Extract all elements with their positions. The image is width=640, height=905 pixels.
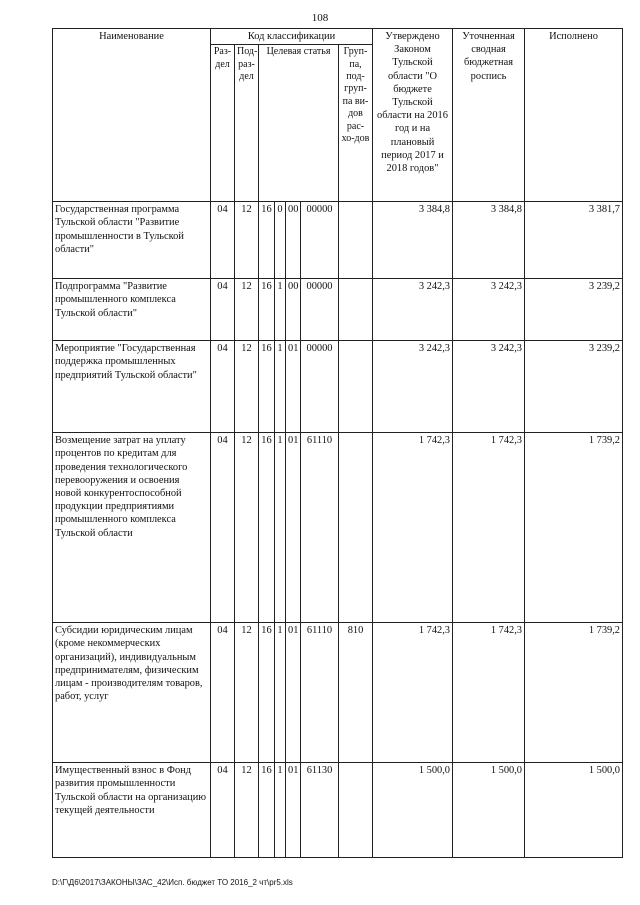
- row-name: Имущественный взнос в Фонд развития промышленности Тульской области на организацию текущей деятельности: [53, 763, 211, 858]
- table-row: [53, 202, 623, 279]
- header-podrazdel: Под-раз-дел: [235, 45, 259, 202]
- row-podrazdel: 12: [235, 433, 259, 623]
- row-executed: 1 739,2: [525, 623, 623, 763]
- row-expense-group: [339, 433, 373, 623]
- row-refined: 3 242,3: [453, 279, 525, 341]
- row-podrazdel: 12: [235, 623, 259, 763]
- header-code: Код классификации: [211, 29, 373, 45]
- row-podrazdel: 12: [235, 279, 259, 341]
- row-approved: 3 242,3: [373, 279, 453, 341]
- row-executed: 1 739,2: [525, 433, 623, 623]
- row-approved: 1 500,0: [373, 763, 453, 858]
- row-target-event: 01: [286, 623, 301, 763]
- row-podrazdel: 12: [235, 763, 259, 858]
- row-executed: 3 381,7: [525, 202, 623, 279]
- row-target-event: 01: [286, 433, 301, 623]
- row-target-direction: 00000: [301, 341, 339, 433]
- row-podrazdel: 12: [235, 341, 259, 433]
- table-row: [53, 763, 623, 858]
- row-razdel: 04: [211, 623, 235, 763]
- row-expense-group: [339, 279, 373, 341]
- row-target-direction: 61130: [301, 763, 339, 858]
- page-number: 108: [311, 12, 329, 24]
- row-approved: 1 742,3: [373, 623, 453, 763]
- row-target-event: 01: [286, 341, 301, 433]
- row-refined: 3 242,3: [453, 341, 525, 433]
- header-refined: Уточненная сводная бюджетная роспись: [453, 29, 525, 202]
- row-target-program: 16: [259, 341, 275, 433]
- row-razdel: 04: [211, 341, 235, 433]
- table-row: [53, 279, 623, 341]
- row-name: Подпрограмма "Развитие промышленного комплекса Тульской области": [53, 279, 211, 341]
- row-name: Мероприятие "Государственная поддержка промышленных предприятий Тульской области": [53, 341, 211, 433]
- table-row: [53, 623, 623, 763]
- row-name: Государственная программа Тульской области "Развитие промышленности в Тульской области": [53, 202, 211, 279]
- row-target-direction: 61110: [301, 623, 339, 763]
- table-row: [53, 433, 623, 623]
- row-target-direction: 00000: [301, 279, 339, 341]
- header-name: Наименование: [53, 29, 211, 202]
- row-expense-group: 810: [339, 623, 373, 763]
- header-razdel: Раз-дел: [211, 45, 235, 202]
- row-refined: 1 742,3: [453, 623, 525, 763]
- row-target-event: 00: [286, 202, 301, 279]
- row-approved: 3 242,3: [373, 341, 453, 433]
- row-target-program: 16: [259, 433, 275, 623]
- header-target: Целевая статья: [259, 45, 339, 202]
- row-name: Субсидии юридическим лицам (кроме некоммерческих организаций), индивидуальным предпринимателям, физическим лицам - производителям товаров, работ, услуг: [53, 623, 211, 763]
- row-target-program: 16: [259, 623, 275, 763]
- row-refined: 1 500,0: [453, 763, 525, 858]
- row-target-subprogram: 1: [275, 279, 286, 341]
- row-razdel: 04: [211, 763, 235, 858]
- row-approved: 3 384,8: [373, 202, 453, 279]
- row-podrazdel: 12: [235, 202, 259, 279]
- row-target-direction: 00000: [301, 202, 339, 279]
- row-name: Возмещение затрат на уплату процентов по кредитам для проведения технологического перевооружения и освоения новой конкурентоспособной продукции предприятиями промышленного комплекса Тульской области: [53, 433, 211, 623]
- row-target-event: 00: [286, 279, 301, 341]
- row-expense-group: [339, 341, 373, 433]
- row-approved: 1 742,3: [373, 433, 453, 623]
- row-razdel: 04: [211, 433, 235, 623]
- row-target-program: 16: [259, 202, 275, 279]
- header-group: Груп-па, под-груп-па ви-дов рас-хо-дов: [339, 45, 373, 202]
- row-refined: 3 384,8: [453, 202, 525, 279]
- row-target-subprogram: 1: [275, 341, 286, 433]
- row-razdel: 04: [211, 202, 235, 279]
- row-target-program: 16: [259, 763, 275, 858]
- header-approved: Утверждено Законом Тульской области "О бюджете Тульской области на 2016 год и на плановый период 2017 и 2018 годов": [373, 29, 453, 202]
- table-row: [53, 341, 623, 433]
- row-executed: 3 239,2: [525, 341, 623, 433]
- row-target-program: 16: [259, 279, 275, 341]
- budget-table: [52, 28, 623, 858]
- row-executed: 1 500,0: [525, 763, 623, 858]
- row-target-direction: 61110: [301, 433, 339, 623]
- file-path-footer: D:\Г\Д6\2017\ЗАКОНЫ\ЗАС_42\Исп. бюджет ТО 2016_2 чт\pr5.xls: [52, 878, 293, 887]
- header-executed: Исполнено: [525, 29, 623, 202]
- row-target-subprogram: 1: [275, 623, 286, 763]
- row-expense-group: [339, 763, 373, 858]
- row-refined: 1 742,3: [453, 433, 525, 623]
- row-target-subprogram: 1: [275, 433, 286, 623]
- row-target-subprogram: 0: [275, 202, 286, 279]
- row-executed: 3 239,2: [525, 279, 623, 341]
- row-razdel: 04: [211, 279, 235, 341]
- row-target-event: 01: [286, 763, 301, 858]
- row-expense-group: [339, 202, 373, 279]
- row-target-subprogram: 1: [275, 763, 286, 858]
